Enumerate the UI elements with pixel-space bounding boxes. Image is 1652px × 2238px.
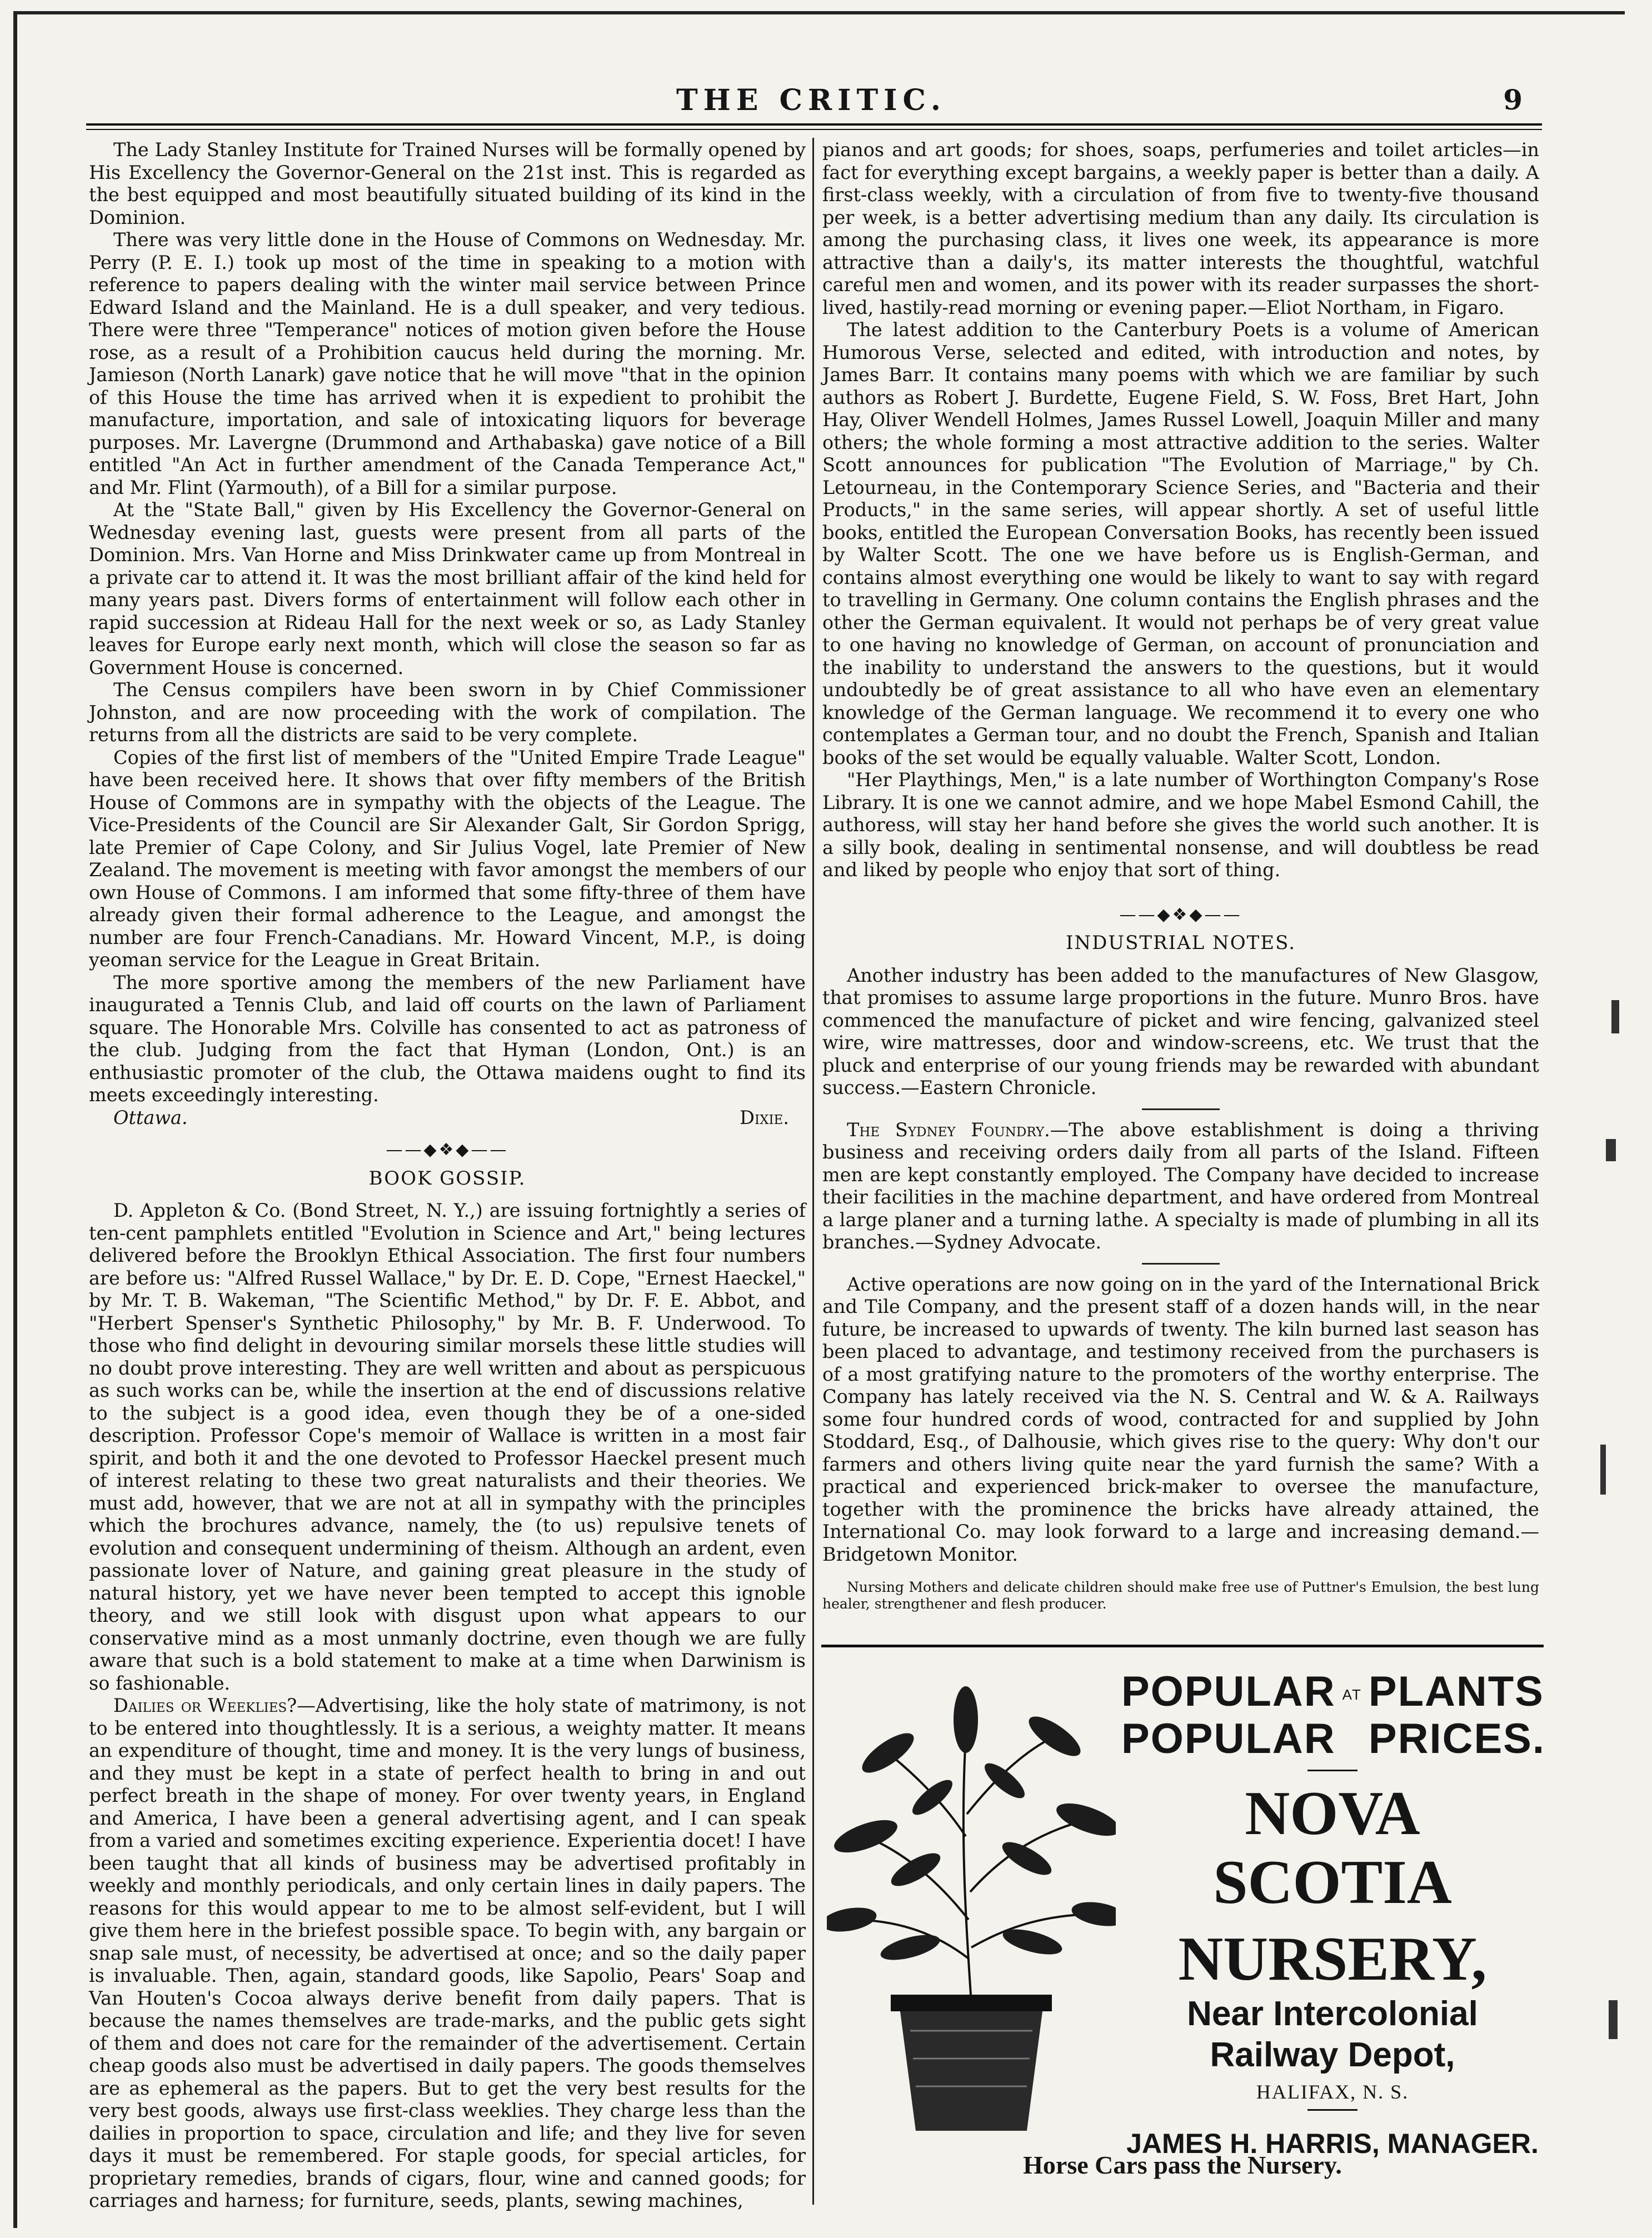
article-paragraph: The more sportive among the members of the new Parliament have inaugurated a Tennis Club, and laid off courts on the lawn of Parliament square. The Honorable Mrs. Colville has consented to act as patroness of the club. Judging from the fact that Hyman (London, Ont.) is an enthusiastic promoter of the club, the Ottawa maidens ought to find its meets exceedingly interesting. [89,971,806,1106]
newspaper-title: THE CRITIC. [676,83,947,117]
ornament-divider: ——◆❖◆—— [386,1140,509,1160]
potted-plant-illustration [827,1670,1116,2147]
runin-title: Dailies or Weeklies? [113,1695,297,1716]
article-paragraph: The latest addition to the Canterbury Poets is a volume of American Humorous Verse, selected and edited, with introduction and notes, by James Barr. It contains many poems with which we are familiar by such authors as Robert J. Burdette, Eugene Field, S. W. Foss, Bret Hart, John Hay, Oliver Wendell Holmes, James Russel Lowell, Joaquin Miller and many others; the whole forming a most attractive addition to the series. Walter Scott announces for publication "The Evolution of Marriage," by Ch. Letourneau, in the Contemporary Science Series, and "Bacteria and their Products," in the same series, will appear shortly. A set of useful little books, entitled the European Conversation Books, has recently been issued by Walter Scott. The one we have before us is English-German, and contains almost everything one would be likely to want to say with regard to travelling in Germany. One column contains the English phrases and the other the German equivalent. It would not perhaps be of very great value to one having no knowledge of German, on account of pronunciation and the inability to understand the answers to the questions, but it would undoubtedly be of great assistance to all who have even an elementary knowledge of the German language. We recommend it to every one who contemplates a German tour, and no doubt the French, Spanish and Italian books of the set would be equally valuable. Walter Scott, London. [822,319,1539,768]
article-paragraph: The Census compilers have been sworn in by Chief Commissioner Johnston, and are now proceeding with the work of compilation. The returns from all the districts are said to be very complete. [89,679,806,746]
signoff-author: Dixie. [740,1106,789,1128]
ad-headline-1: POPULAR AT PLANTS [1121,1668,1544,1715]
article-paragraph: The Lady Stanley Institute for Trained Nurses will be formally opened by His Excellency the Governor-General on the 21st inst. This is regarded as the best equipped and most beautifully situated building of its kind in the Dominion. [89,139,806,228]
article-text: —The above establishment is doing a thriving business and receiving orders daily from all parts of the Island. Fifteen men are kept constantly employed. The Company have decided to increase their facilities in the machine department, and have ordered from Montreal a large planer and a turning lathe. A specialty is made of plumbing in all its branches.—Sydney Advocate. [822,1118,1539,1253]
header-rule-thin [86,129,1542,130]
ad-headline-2: POPULAR PRICES. [1121,1715,1545,1762]
header-rule [86,123,1542,126]
short-rule [1142,1263,1220,1265]
short-rule [1142,1108,1220,1110]
article-paragraph: "Her Playthings, Men," is a late number of Worthington Company's Rose Library. It is one we cannot admire, and we hope Mabel Esmond Cahill, the authoress, will stay her hand before she gives the world such another. It is a silly book, dealing in sentimental nonsense, and will doubtless be read and liked by people who enjoy that sort of thing. [822,769,1539,881]
ad-footer: Horse Cars pass the Nursery. [1023,2151,1342,2179]
signoff-place: Ottawa. [113,1106,188,1128]
article-paragraph: D. Appleton & Co. (Bond Street, N. Y.,) are issuing fortnightly a series of ten-cent pamphlets entitled "Evolution in Science and Art," being lectures delivered before the Brooklyn Ethical Association. The first four numbers are before us: "Alfred Russel Wallace," by Dr. E. D. Cope, "Ernest Haeckel," by Mr. T. B. Wakeman, "The Scientific Method," by Dr. F. E. Abbot, and "Herbert Spenser's Synthetic Philosophy," by Mr. B. F. Underwood. To those who find delight in devouring similar morsels these little studies will no doubt prove interesting. They are well written and about as perspicuous as such works can be, while the insertion at the end of discussions relative to the subject is a good idea, even though they be of a one-sided description. Professor Cope's memoir of Wallace is written in a most fair spirit, and both it and the one devoted to Professor Haeckel present much of interest relating to these two great naturalists and their theories. We must add, however, that we are not at all in sympathy with the principles which the brochures advance, namely, the (to us) repulsive tenets of evolution and consequent undermining of theism. Although an ardent, even passionate lover of Nature, and gaining great pleasure in the study of natural history, yet we have never been tempted to accept this ignoble theory, and we still look with disgust upon what appears to our conservative mind as a most unmanly doctrine, even though we are fully aware that such is a bold statement to make at a time when Darwinism is so fashionable. [89,1200,806,1694]
article-paragraph [89,1695,806,2212]
scan-artifact [1611,1000,1619,1033]
ad-location: Near Intercolonial Railway Depot, [1187,1994,1478,2074]
ad-company-name-2: NURSERY, [1178,1924,1487,1994]
article-paragraph: At the "State Ball," given by His Excellency the Governor-General on Wednesday evening last, guests were present from all parts of the Dominion. Mrs. Van Horne and Miss Drinkwater came up from Montreal in a private car to attend it. It was the most brilliant affair of the kind held for many years past. Divers forms of entertainment will follow each other in rapid succession at Rideau Hall for the next week or so, as Lady Stanley leaves for Europe early next month, which will close the season so far as Government House is concerned. [89,499,806,678]
scan-artifact [1606,1139,1616,1161]
left-column [89,139,806,2212]
article-paragraph [822,1119,1539,1254]
advertising-note: Nursing Mothers and delicate children should make free use of Puttner's Emulsion, the best lung healer, strengthener and flesh producer. [822,1579,1539,1612]
ad-city: HALIFAX, N. S. [1256,2080,1409,2103]
scan-artifact [1609,2000,1618,2039]
article-paragraph: Copies of the first list of members of the "United Empire Trade League" have been received here. It shows that over fifty members of the British House of Commons are in sympathy with the objects of the League. The Vice-Presidents of the Council are Sir Alexander Galt, Sir Gordon Sprigg, late Premier of Cape Colony, and Sir Julius Vogel, late Premier of New Zealand. The movement is meeting with favor amongst the members of our own House of Commons. I am informed that some fifty-three of them have already given their formal adherence to the League, and amongst the number are four French-Canadians. Mr. Howard Vincent, M.P., is doing yeoman service for the League in Great Britain. [89,746,806,971]
nursery-advertisement [821,1645,1544,2197]
section-heading-book-gossip: BOOK GOSSIP. [368,1167,526,1190]
masthead [100,83,1523,122]
article-text: —Advertising, like the holy state of matrimony, is not to be entered into thoughtlessly. It is a serious, a weighty matter. It means an expenditure of thought, time and money. It is the very lungs of business, and they must be kept in a state of perfect health to bring in and out perfect breath in the shape of money. For over twenty years, in England and America, I have been a general advertising agent, and I can speak from a varied and sometimes exciting experience. Experientia docet! I have been taught that all kinds of business may be advertised profitably in weekly and monthly periodicals, and only certain lines in daily papers. The reasons for this would appear to me to be almost self-evident, but I will give them here in the briefest possible space. To begin with, any bargain or snap sale must, of necessity, be advertised at once; and so the daily paper is invaluable. Then, again, standard goods, like Sapolio, Pears' Soap and Van Houten's Cocoa always derive benefit from daily papers. That is because the names themselves are trade-marks, and the public gets sight of them and does not care for the remainder of the advertisement. Certain cheap goods also must be advertised in daily papers. The goods themselves are as ephemeral as the papers. But to get the very best results for the very best goods, always use first-class weeklies. They charge less than the dailies in proportion to space, circulation and life; and they live for seven days it must be remembered. For staple goods, for special articles, for proprietary remedies, brands of cigars, flour, wine and canned goods; for carriages and harness; for furniture, seeds, plants, sewing machines, [89,1695,806,2211]
ornament-divider: ——◆❖◆—— [1119,905,1242,925]
article-paragraph: Another industry has been added to the manufactures of New Glasgow, that promises to assume large proportions in the future. Munro Bros. have commenced the manufacture of picket and wire fencing, galvanized steel wire, wire mattresses, door and window-screens, etc. We trust that the pluck and enterprise of our young friends may be rewarded with abundant success.—Eastern Chronicle. [822,964,1539,1098]
page-number: 9 [1503,83,1523,116]
article-paragraph: pianos and art goods; for shoes, soaps, perfumeries and toilet articles—in fact for everything except bargains, a weekly paper is better than a daily. A first-class weekly, with a circulation of from five to twenty-five thousand per week, is a better advertising medium than any daily. Its circulation is among the purchasing class, it lives one week, its appearance is more attractive than a daily's, its matter interests the thoughtful, watchful careful men and women, and its power with its reader surpasses the short-lived, hastily-read morning or evening paper.—Eliot Northam, in Figaro. [822,139,1539,318]
right-column [822,139,1539,1612]
section-heading-industrial-notes: INDUSTRIAL NOTES. [1065,932,1296,954]
ad-company-name: NOVA SCOTIA [1213,1779,1452,1917]
scan-artifact [1600,1445,1606,1495]
article-paragraph: Active operations are now going on in the yard of the International Brick and Tile Company, and the present staff of a dozen hands will, in the near future, be increased to upwards of twenty. The kiln burned last season has been placed to advantage, and testimony received from the purchasers is of a most gratifying nature to the promoters of the worthy enterprise. The Company has lately received via the N. S. Central and W. & A. Railways some four hundred cords of wood, contracted for and supplied by John Stoddard, Esq., of Dalhousie, which gives rise to the query: Why don't our farmers and others living quite near the yard furnish the same? With a practical and experienced brick-maker to oversee the manufacture, together with the prominence the bricks have already attained, the International Co. may look forward to a large and increasing demand.—Bridgetown Monitor. [822,1273,1539,1565]
ad-manager: JAMES H. HARRIS, MANAGER. [1126,2127,1539,2159]
article-paragraph: There was very little done in the House of Commons on Wednesday. Mr. Perry (P. E. I.) took up most of the time in speaking to a motion with reference to papers dealing with the winter mail service between Prince Edward Island and the Mainland. He is a dull speaker, and very tedious. There were three "Temperance" notices of motion given before the House rose, as a result of a Prohibition caucus held during the morning. Mr. Jamieson (North Lanark) gave notice that he will move "that in the opinion of this House the time has arrived when it is expedient to prohibit the manufacture, importation, and sale of intoxicating liquors for beverage purposes. Mr. Lavergne (Drummond and Arthabaska) gave notice of a Bill entitled "An Act in further amendment of the Canada Temperance Act," and Mr. Flint (Yarmouth), of a Bill for a similar purpose. [89,229,806,498]
runin-title: The Sydney Foundry. [847,1118,1050,1141]
column-divider [812,138,814,2205]
advertisement-text [1121,1670,1544,2160]
signoff [89,1107,806,1130]
